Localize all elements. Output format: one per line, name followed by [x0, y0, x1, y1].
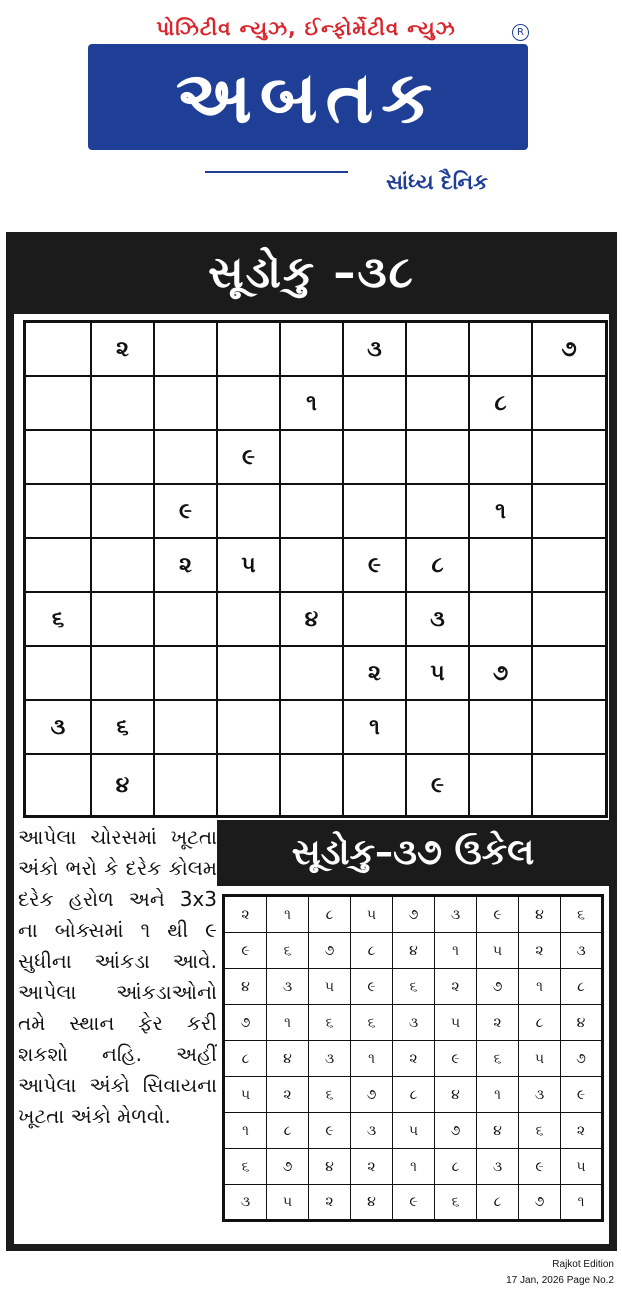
solution-cell: ૨ — [435, 969, 477, 1005]
solution-cell: ૧ — [393, 1149, 435, 1185]
solution-cell: ૩ — [519, 1077, 561, 1113]
solution-cell: ૧ — [267, 1005, 309, 1041]
solution-cell: ૫ — [267, 1185, 309, 1219]
instructions-text: આપેલા ચોરસમાં ખૂટતા અંકો ભરો કે દરેક કોલમ દરેક હરોળ અને 3x3 ના બોક્સમાં ૧ થી ૯ સુધીના આંકડા આવે. આપેલા આંકડાઓનો તમે સ્થાન ફેર કરી શકશો નહિ. અહીં આપેલા અંકો સિવાયના ખૂટતા અંકો મેળવો. — [18, 825, 217, 1128]
puzzle-cell: ૯ — [218, 431, 281, 485]
puzzle-cell: ૯ — [344, 539, 407, 593]
puzzle-cell — [407, 431, 470, 485]
puzzle-cell — [344, 431, 407, 485]
solution-cell: ૬ — [309, 1005, 351, 1041]
puzzle-cell — [281, 323, 344, 377]
puzzle-cell: ૫ — [407, 647, 470, 701]
solution-cell: ૬ — [561, 897, 601, 933]
solution-cell: ૩ — [267, 969, 309, 1005]
solution-cell: ૫ — [477, 933, 519, 969]
solution-cell: ૧ — [519, 969, 561, 1005]
solution-cell: ૯ — [225, 933, 267, 969]
puzzle-cell — [533, 755, 605, 815]
solution-cell: ૯ — [309, 1113, 351, 1149]
solution-cell: ૧ — [351, 1041, 393, 1077]
puzzle-cell: ૫ — [218, 539, 281, 593]
puzzle-cell — [281, 647, 344, 701]
solution-cell: ૩ — [393, 1005, 435, 1041]
solution-cell: ૭ — [351, 1077, 393, 1113]
puzzle-cell: ૮ — [407, 539, 470, 593]
solution-cell: ૭ — [267, 1149, 309, 1185]
solution-cell: ૪ — [561, 1005, 601, 1041]
puzzle-cell — [470, 431, 533, 485]
puzzle-cell — [533, 647, 605, 701]
puzzle-cell: ૭ — [533, 323, 605, 377]
solution-cell: ૮ — [561, 969, 601, 1005]
puzzle-cell — [155, 647, 218, 701]
solution-cell: ૯ — [519, 1149, 561, 1185]
puzzle-cell — [92, 593, 155, 647]
tagline: પોઝિટીવ ન્યુઝ, ઈન્ફોર્મેટીવ ન્યુઝ — [156, 16, 456, 40]
solution-cell: ૩ — [309, 1041, 351, 1077]
solution-cell: ૮ — [351, 933, 393, 969]
solution-cell: ૩ — [477, 1149, 519, 1185]
solution-cell: ૧ — [225, 1113, 267, 1149]
puzzle-cell — [26, 431, 92, 485]
puzzle-cell: ૧ — [470, 485, 533, 539]
solution-cell: ૬ — [267, 933, 309, 969]
puzzle-cell — [344, 377, 407, 431]
solution-cell: ૨ — [519, 933, 561, 969]
puzzle-cell — [470, 701, 533, 755]
puzzle-cell: ૬ — [92, 701, 155, 755]
puzzle-cell — [533, 485, 605, 539]
masthead — [0, 0, 622, 215]
puzzle-cell — [281, 539, 344, 593]
solution-cell: ૫ — [561, 1149, 601, 1185]
solution-cell: ૮ — [267, 1113, 309, 1149]
solution-cell: ૧ — [267, 897, 309, 933]
subtitle: સાંધ્ય દૈનિક — [348, 168, 526, 196]
solution-cell: ૨ — [477, 1005, 519, 1041]
solution-cell: ૫ — [393, 1113, 435, 1149]
puzzle-cell — [92, 647, 155, 701]
puzzle-cell — [218, 593, 281, 647]
puzzle-cell: ૪ — [281, 593, 344, 647]
solution-cell: ૪ — [351, 1185, 393, 1219]
puzzle-cell: ૩ — [344, 323, 407, 377]
solution-grid — [222, 894, 604, 1222]
puzzle-cell: ૨ — [155, 539, 218, 593]
puzzle-cell — [470, 539, 533, 593]
solution-cell: ૬ — [225, 1149, 267, 1185]
puzzle-cell — [218, 701, 281, 755]
solution-cell: ૬ — [351, 1005, 393, 1041]
puzzle-cell — [155, 377, 218, 431]
solution-cell: ૭ — [309, 933, 351, 969]
solution-cell: ૪ — [225, 969, 267, 1005]
puzzle-cell — [407, 701, 470, 755]
solution-cell: ૮ — [435, 1149, 477, 1185]
puzzle-cell — [26, 647, 92, 701]
puzzle-cell — [92, 539, 155, 593]
puzzle-cell — [26, 539, 92, 593]
newspaper-logo: અબતક — [88, 44, 528, 150]
puzzle-cell: ૧ — [281, 377, 344, 431]
solution-cell: ૭ — [435, 1113, 477, 1149]
solution-cell: ૫ — [435, 1005, 477, 1041]
puzzle-cell — [344, 593, 407, 647]
puzzle-cell — [155, 755, 218, 815]
solution-cell: ૧ — [577, 1194, 585, 1210]
puzzle-cell: ૪ — [92, 755, 155, 815]
puzzle-cell: ૩ — [26, 701, 92, 755]
solution-cell: ૬ — [309, 1077, 351, 1113]
puzzle-cell — [218, 755, 281, 815]
puzzle-cell — [533, 431, 605, 485]
solution-cell: ૬ — [477, 1041, 519, 1077]
puzzle-cell — [533, 593, 605, 647]
solution-cell: ૮ — [309, 897, 351, 933]
puzzle-cell — [470, 323, 533, 377]
solution-cell: ૯ — [477, 897, 519, 933]
solution-cell: ૭ — [225, 1005, 267, 1041]
puzzle-cell — [281, 431, 344, 485]
solution-cell: ૫ — [309, 969, 351, 1005]
solution-cell: ૨ — [309, 1185, 351, 1219]
solution-cell: ૭ — [477, 969, 519, 1005]
puzzle-cell: ૯ — [155, 485, 218, 539]
puzzle-cell — [470, 593, 533, 647]
puzzle-cell — [155, 431, 218, 485]
puzzle-cell — [92, 377, 155, 431]
solution-cell: ૩ — [435, 897, 477, 933]
puzzle-cell — [218, 647, 281, 701]
puzzle-cell: ૨ — [92, 323, 155, 377]
footer — [506, 1257, 614, 1289]
puzzle-cell — [470, 755, 533, 815]
solution-cell: ૪ — [267, 1041, 309, 1077]
solution-cell: ૮ — [477, 1185, 519, 1219]
puzzle-cell: ૬ — [26, 593, 92, 647]
solution-cell: ૩ — [225, 1185, 267, 1219]
solution-cell: ૪ — [393, 933, 435, 969]
solution-cell: ૭ — [519, 1185, 561, 1219]
puzzle-title: સૂડોકુ –૩૮ — [208, 247, 415, 298]
puzzle-cell — [407, 485, 470, 539]
puzzle-cell — [218, 377, 281, 431]
puzzle-cell — [26, 485, 92, 539]
puzzle-cell — [281, 755, 344, 815]
solution-cell: ૪ — [477, 1113, 519, 1149]
puzzle-cell — [218, 485, 281, 539]
puzzle-cell — [92, 485, 155, 539]
puzzle-cell — [407, 377, 470, 431]
solution-cell: ૯ — [561, 1077, 601, 1113]
registered-mark-icon: R — [512, 24, 529, 41]
puzzle-cell — [155, 323, 218, 377]
solution-cell: ૯ — [435, 1041, 477, 1077]
solution-cell: ૯ — [393, 1185, 435, 1219]
puzzle-cell — [92, 431, 155, 485]
solution-cell: ૩ — [561, 933, 601, 969]
puzzle-cell — [281, 701, 344, 755]
solution-cell: ૧ — [435, 933, 477, 969]
puzzle-cell — [155, 593, 218, 647]
solution-cell: ૪ — [309, 1149, 351, 1185]
solution-cell: ૯ — [351, 969, 393, 1005]
puzzle-cell — [26, 377, 92, 431]
puzzle-cell: ૧ — [344, 701, 407, 755]
solution-cell: ૮ — [225, 1041, 267, 1077]
puzzle-cell — [533, 539, 605, 593]
solution-cell: ૨ — [267, 1077, 309, 1113]
solution-cell: ૫ — [225, 1077, 267, 1113]
solution-cell: ૪ — [519, 897, 561, 933]
solution-cell: ૭ — [393, 897, 435, 933]
puzzle-cell — [344, 755, 407, 815]
puzzle-cell: ૮ — [470, 377, 533, 431]
sudoku-frame — [6, 232, 617, 1251]
puzzle-cell: ૭ — [470, 647, 533, 701]
solution-cell: ૫ — [351, 897, 393, 933]
puzzle-cell — [533, 701, 605, 755]
solution-cell: ૩ — [351, 1113, 393, 1149]
solution-cell: ૮ — [519, 1005, 561, 1041]
solution-cell: ૨ — [225, 897, 267, 933]
puzzle-cell: ૨ — [344, 647, 407, 701]
edition-label: Rajkot Edition — [552, 1259, 614, 1270]
puzzle-cell — [281, 485, 344, 539]
puzzle-cell — [407, 323, 470, 377]
puzzle-cell: ૯ — [407, 755, 470, 815]
solution-cell: ૮ — [393, 1077, 435, 1113]
solution-cell: ૭ — [561, 1041, 601, 1077]
solution-cell: ૧ — [477, 1077, 519, 1113]
puzzle-cell — [155, 701, 218, 755]
puzzle-cell — [533, 377, 605, 431]
solution-cell: ૪ — [435, 1077, 477, 1113]
puzzle-cell — [218, 323, 281, 377]
solution-cell: ૬ — [393, 969, 435, 1005]
solution-cell: ૨ — [393, 1041, 435, 1077]
solution-cell: ૨ — [351, 1149, 393, 1185]
puzzle-cell: ૩ — [407, 593, 470, 647]
solution-cell: ૨ — [561, 1113, 601, 1149]
puzzle-cell — [344, 485, 407, 539]
solution-cell: ૬ — [519, 1113, 561, 1149]
puzzle-cell — [26, 323, 92, 377]
solution-cell: ૬ — [435, 1185, 477, 1219]
puzzle-panel — [14, 314, 609, 1244]
solution-title: સૂડોકુ–૩૭ ઉકેલ — [217, 820, 609, 886]
puzzle-cell — [26, 755, 92, 815]
solution-cell: ૫ — [519, 1041, 561, 1077]
puzzle-grid — [23, 320, 608, 818]
date-page-label: 17 Jan, 2026 Page No.2 — [506, 1275, 614, 1286]
